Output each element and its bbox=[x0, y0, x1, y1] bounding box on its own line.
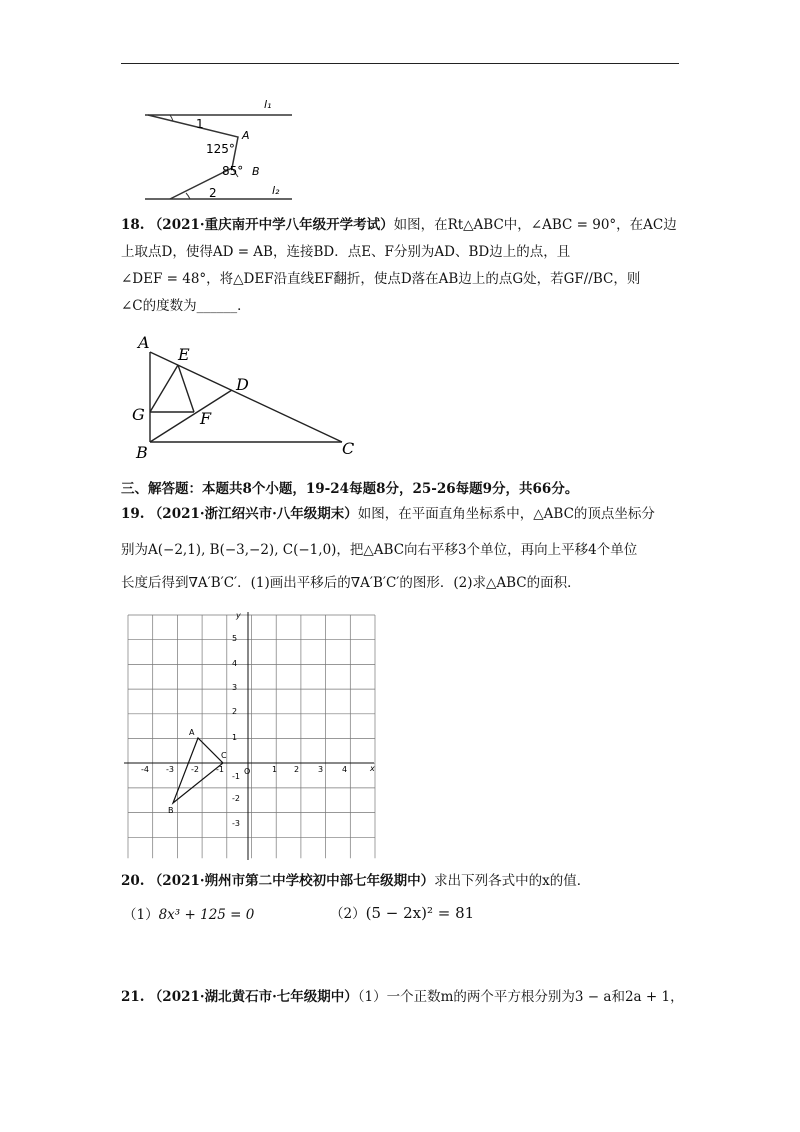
q18-line1-text: 如图，在Rt△ABC中，∠ABC = 90°，在AC边 bbox=[393, 217, 677, 233]
y-tick-4: 4 bbox=[232, 659, 238, 668]
q18-source: （2021·重庆南开中学八年级开学考试） bbox=[148, 217, 394, 233]
label-d: D bbox=[236, 375, 249, 394]
point-c-label: C bbox=[221, 751, 227, 760]
q21-line1-text: （1）一个正数m的两个平方根分别为3 − a和2a + 1， bbox=[357, 989, 684, 1005]
section3-heading: 三、解答题：本题共8个小题，19-24每题8分，25-26每题9分，共66分。 bbox=[121, 481, 579, 497]
label-angle2: 2 bbox=[209, 186, 217, 200]
q18-line3: ∠DEF = 48°，将△DEF沿直线EF翻折，使点D落在AB边上的点G处，若GF//BC，则 bbox=[121, 271, 641, 287]
label-angle1: 1 bbox=[196, 117, 204, 131]
x-tick-neg2: -2 bbox=[191, 765, 199, 774]
x-tick-3: 3 bbox=[318, 765, 324, 774]
label-l2: l₂ bbox=[272, 184, 280, 197]
label-angle85: 85° bbox=[222, 164, 244, 178]
label-l1: l₁ bbox=[264, 98, 272, 111]
q18-line2: 上取点D，使得AD = AB，连接BD．点E、F分别为AD、BD边上的点，且 bbox=[121, 244, 571, 260]
q19-line1-text: 如图，在平面直角坐标系中，△ABC的顶点坐标分 bbox=[357, 506, 655, 522]
x-tick-4: 4 bbox=[342, 765, 348, 774]
point-a-label: A bbox=[189, 728, 195, 737]
coordinate-grid bbox=[120, 610, 380, 865]
y-tick-1: 1 bbox=[232, 733, 238, 742]
y-tick-neg3: -3 bbox=[232, 819, 240, 828]
label-point-b: B bbox=[252, 165, 260, 178]
q19-line2: 别为A(−2,1), B(−3,−2), C(−1,0)，把△ABC向右平移3个单位，再向上平移4个单位 bbox=[121, 542, 638, 558]
q21-number: 21. bbox=[121, 989, 145, 1005]
axis-x-label: x bbox=[370, 764, 375, 773]
parallel-lines-figure bbox=[140, 95, 300, 205]
q18-line1 bbox=[121, 216, 677, 234]
q20-part1 bbox=[123, 906, 254, 924]
q20-line1 bbox=[121, 872, 590, 890]
label-angle125: 125° bbox=[206, 142, 235, 156]
q21-line1 bbox=[121, 988, 684, 1006]
label-f: F bbox=[200, 409, 212, 428]
y-tick-3: 3 bbox=[232, 683, 238, 692]
q19-source: （2021·浙江绍兴市·八年级期末） bbox=[148, 506, 358, 522]
origin-label: O bbox=[244, 767, 251, 776]
segment-ge bbox=[150, 365, 178, 412]
grid-lines bbox=[128, 615, 375, 858]
y-tick-5: 5 bbox=[232, 634, 238, 643]
segment-bd bbox=[150, 390, 232, 442]
q20-source: （2021·朔州市第二中学校初中部七年级期中） bbox=[148, 873, 435, 889]
label-b: B bbox=[136, 443, 148, 462]
y-tick-neg1: -1 bbox=[232, 772, 240, 781]
q18-number: 18. bbox=[121, 217, 145, 233]
x-tick-1: 1 bbox=[272, 765, 278, 774]
q20-number: 20. bbox=[121, 873, 145, 889]
x-tick-2: 2 bbox=[294, 765, 300, 774]
q20-part2-label: （2） bbox=[330, 906, 366, 922]
header-rule bbox=[121, 63, 679, 64]
x-tick-neg4: -4 bbox=[141, 765, 149, 774]
q20-part2-equation: (5 − 2x)² = 81 bbox=[365, 904, 475, 922]
label-g: G bbox=[132, 405, 145, 424]
x-tick-neg3: -3 bbox=[166, 765, 174, 774]
q21-source: （2021·湖北黄石市·七年级期中） bbox=[148, 989, 358, 1005]
zigzag-path bbox=[148, 115, 238, 199]
x-tick-neg1: -1 bbox=[216, 765, 224, 774]
q20-part1-equation: 8x³ + 125 = 0 bbox=[158, 907, 255, 923]
label-point-a: A bbox=[242, 129, 250, 142]
axis-y-label: y bbox=[236, 611, 241, 620]
q20-line1-text: 求出下列各式中的x的值． bbox=[434, 873, 591, 889]
q18-line4: ∠C的度数为______． bbox=[121, 298, 251, 314]
q19-line1 bbox=[121, 505, 655, 523]
label-e: E bbox=[178, 345, 190, 364]
angle2-arc bbox=[186, 193, 190, 199]
q19-line3: 长度后得到∇A′B′C′．(1)画出平移后的∇A′B′C′的图形．(2)求△ABC的面积． bbox=[121, 575, 581, 591]
label-a: A bbox=[138, 333, 150, 352]
q19-number: 19. bbox=[121, 506, 145, 522]
q20-part1-label: （1） bbox=[123, 907, 159, 923]
y-tick-2: 2 bbox=[232, 707, 238, 716]
y-tick-neg2: -2 bbox=[232, 794, 240, 803]
q20-part2 bbox=[330, 904, 474, 923]
label-c: C bbox=[342, 439, 355, 458]
point-b-label: B bbox=[168, 806, 174, 815]
triangle-figure bbox=[130, 332, 370, 462]
